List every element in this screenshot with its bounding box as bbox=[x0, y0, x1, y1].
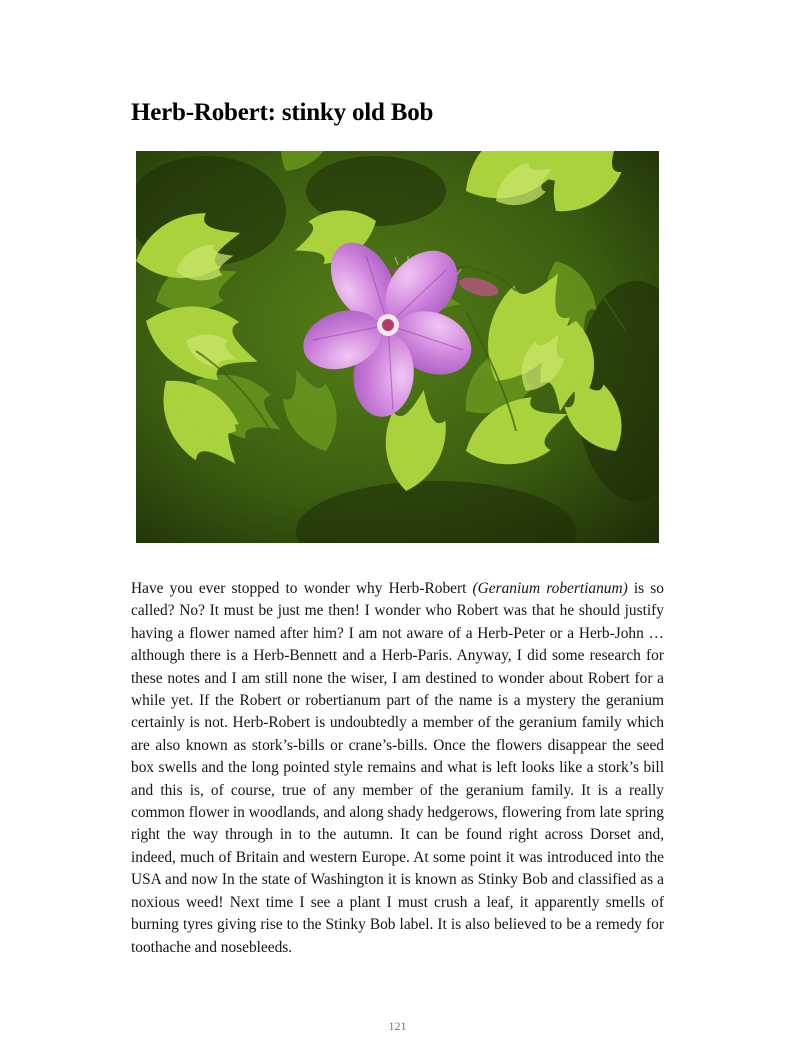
body-text-part1: Have you ever stopped to wonder why Herb-Robert bbox=[131, 580, 473, 597]
herb-robert-photo bbox=[136, 151, 659, 543]
article-body bbox=[131, 578, 664, 959]
page-title: Herb-Robert: stinky old Bob bbox=[131, 99, 434, 126]
page-number: 121 bbox=[388, 1019, 407, 1033]
latin-name: (Geranium robertianum) bbox=[472, 580, 628, 597]
body-text-part2: is so called? No? It must be just me then! I wonder who Robert was that he should justify having a flower named after him? I am not aware of a Herb-Peter or a Herb-John … although there is a Herb-Bennett and a Herb-Paris. Anyway, I did some research for these notes and I am still none the wiser, I am destined to wonder about Robert for a while yet. If the Robert or robertianum part of the name is a mystery the geranium certainly is not. Herb-Robert is undoubtedly a member of the geranium family which are also known as stork’s-bills or crane’s-bills. Once the flowers disappear the seed box swells and the long pointed style remains and what is left looks like a stork’s bill and this is, of course, true of any member of the geranium family. It is a really common flower in woodlands, and along shady hedgerows, flowering from late spring right the way through in to the autumn. It can be found right across Dorset and, indeed, much of Britain and western Europe. At some point it was introduced into the USA and now In the state of Washington it is known as Stinky Bob and classified as a noxious weed! Next time I see a plant I must crush a leaf, it apparently smells of burning tyres giving rise to the Stinky Bob label. It is also believed to be a remedy for toothache and nosebleeds. bbox=[131, 580, 664, 956]
photo-illustration bbox=[136, 151, 659, 543]
